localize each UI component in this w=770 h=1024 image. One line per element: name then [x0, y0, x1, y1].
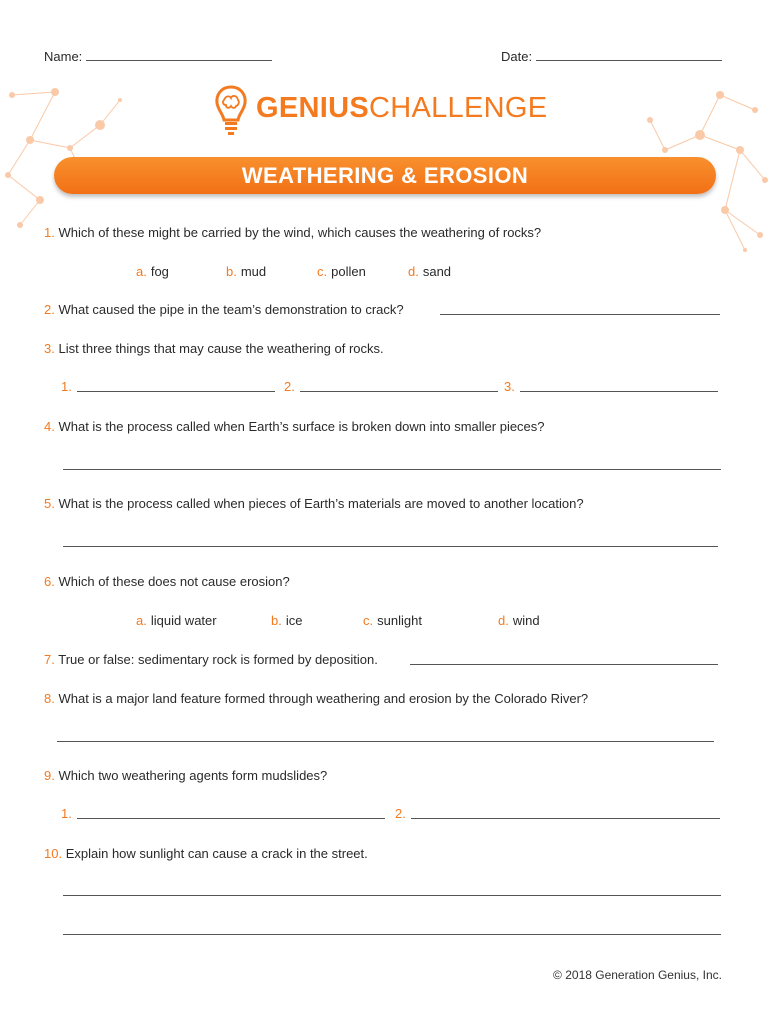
question-number: 7. [44, 652, 55, 667]
answer-line-9-1[interactable] [77, 818, 385, 819]
title-banner [54, 157, 716, 194]
question-text: True or false: sedimentary rock is formed by deposition. [58, 652, 378, 667]
question-number: 3. [44, 341, 55, 356]
question-number: 10. [44, 846, 63, 861]
blank-3-1-label: 1. [61, 379, 72, 394]
question-8 [44, 691, 588, 706]
option-1c[interactable]: c. pollen [317, 264, 366, 279]
answer-line-10-1[interactable] [63, 895, 721, 896]
answer-line-4[interactable] [63, 469, 721, 470]
question-6 [44, 574, 290, 589]
question-9 [44, 768, 327, 783]
date-field[interactable] [536, 48, 722, 61]
blank-9-1-label: 1. [61, 806, 72, 821]
question-text: Which two weathering agents form mudslides? [58, 768, 328, 783]
option-1d[interactable]: d. sand [408, 264, 452, 279]
answer-line-8[interactable] [57, 741, 714, 742]
answer-line-3-2[interactable] [300, 391, 498, 392]
question-text: What is the process called when pieces of Earth’s materials are moved to another location? [58, 496, 584, 511]
question-number: 2. [44, 302, 55, 317]
brain-lightbulb-icon [214, 84, 248, 136]
question-text: List three things that may cause the weathering of rocks. [58, 341, 384, 356]
question-text: Explain how sunlight can cause a crack in the street. [65, 846, 368, 861]
answer-line-10-2[interactable] [63, 934, 721, 935]
question-2 [44, 302, 404, 317]
option-1b[interactable]: b. mud [226, 264, 267, 279]
question-number: 1. [44, 225, 55, 240]
brand-bold: GENIUS [256, 92, 369, 124]
question-5 [44, 496, 584, 511]
answer-line-5[interactable] [63, 546, 718, 547]
brand-light: CHALLENGE [369, 92, 548, 124]
question-number: 5. [44, 496, 55, 511]
name-field[interactable] [86, 48, 272, 61]
blank-3-3-label: 3. [504, 379, 515, 394]
answer-line-3-1[interactable] [77, 391, 275, 392]
question-10 [44, 846, 368, 861]
question-text: What caused the pipe in the team’s demonstration to crack? [58, 302, 404, 317]
option-6b[interactable]: b. ice [271, 613, 303, 628]
date-field-row [501, 48, 722, 64]
question-number: 4. [44, 419, 55, 434]
answer-line-3-3[interactable] [520, 391, 718, 392]
question-text: What is a major land feature formed through weathering and erosion by the Colorado River? [58, 691, 589, 706]
question-text: Which of these does not cause erosion? [58, 574, 290, 589]
answer-line-9-2[interactable] [411, 818, 720, 819]
brand-logo [256, 92, 547, 125]
blank-3-2-label: 2. [284, 379, 295, 394]
answer-line-7[interactable] [410, 664, 718, 665]
question-number: 8. [44, 691, 55, 706]
page-title: WEATHERING & EROSION [241, 162, 529, 188]
question-number: 6. [44, 574, 55, 589]
name-label: Name: [44, 49, 83, 64]
blank-9-2-label: 2. [395, 806, 406, 821]
option-6a[interactable]: a. liquid water [136, 613, 217, 628]
answer-line-2[interactable] [440, 314, 720, 315]
date-label: Date: [501, 49, 533, 64]
copyright-footer: © 2018 Generation Genius, Inc. [553, 968, 722, 982]
name-field-row [44, 48, 272, 64]
question-1 [44, 225, 541, 240]
question-text: What is the process called when Earth’s surface is broken down into smaller pieces? [58, 419, 545, 434]
question-number: 9. [44, 768, 55, 783]
question-7 [44, 652, 378, 667]
question-4 [44, 419, 545, 434]
question-text: Which of these might be carried by the wind, which causes the weathering of rocks? [58, 225, 542, 240]
option-6d[interactable]: d. wind [498, 613, 540, 628]
question-3 [44, 341, 384, 356]
option-1a[interactable]: a. fog [136, 264, 169, 279]
option-6c[interactable]: c. sunlight [363, 613, 422, 628]
molecule-network-pattern [0, 0, 770, 300]
